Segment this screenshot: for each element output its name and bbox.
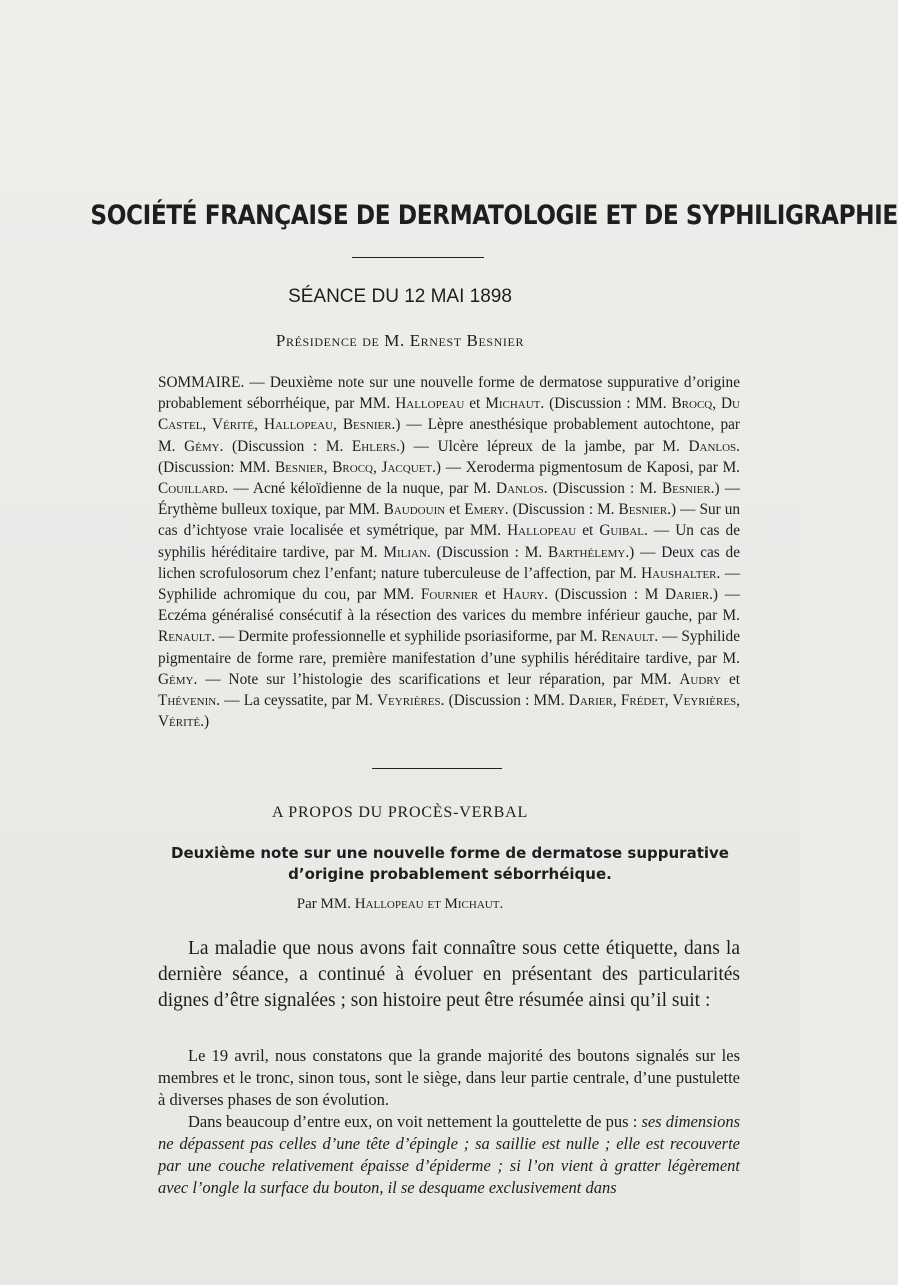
sommaire-author-name: Audry	[679, 670, 721, 688]
body-paragraph-3-roman: Dans beaucoup d’entre eux, on voit nettement la gouttelette de pus :	[188, 1112, 642, 1131]
sommaire-author-name: Gémy	[184, 437, 220, 455]
sommaire-text-segment: .) — Deux cas de lichen scrofulosorum chez l’enfant; nature tuberculeuse de l’affection, par M.	[158, 543, 740, 582]
sommaire-author-name: Renault	[158, 628, 212, 646]
sommaire-text-segment: et	[464, 395, 486, 413]
sommaire-text-segment: .) — Érythème bulleux toxique, par MM.	[158, 480, 740, 519]
sommaire-text-segment: . (Discussion: MM.	[158, 437, 740, 476]
sommaire-text-segment: . — Un cas de syphilis héréditaire tardive, par M.	[158, 522, 740, 561]
presidence-line	[0, 331, 800, 351]
sommaire-author-name: Veyrières	[376, 692, 441, 710]
presidence-prefix: Présidence de M.	[275, 331, 410, 350]
authors-names: Hallopeau et Michaut	[354, 896, 500, 912]
section-heading: A PROPOS DU PROCÈS-VERBAL	[271, 804, 529, 821]
body-paragraph-3-italic: ses dimensions ne dépassent pas celles d’une tête d’épingle ; sa saillie est nulle ; elle est recouverte par une couche relativement épaisse d’épiderme ; si l’on vient à gratter légèrement avec l’ongle la surface du bouton, il se desquame exclusivement dans	[158, 1112, 741, 1197]
sommaire-author-name: Michaut	[485, 395, 541, 413]
sommaire-author-name: Renault	[601, 628, 655, 646]
president-name: Ernest Besnier	[409, 331, 525, 350]
sommaire-text-segment: .) — Lèpre anesthésique probablement autochtone, par M.	[158, 416, 740, 455]
sommaire-text-segment: . (Discussion : MM.	[540, 395, 672, 413]
seance-date: SÉANCE DU 12 MAI 1898	[288, 286, 512, 307]
body-paragraph-1-text: La maladie que nous avons fait connaître sous cette étiquette, dans la dernière séance, a continué à évoluer en présentant des particularités dignes d’être signalées ; son histoire peut être résumée ainsi qu’il suit :	[158, 938, 740, 1011]
sommaire-author-name: Couillard	[158, 480, 225, 498]
sommaire-text-segment: .) — Sur un cas d’ichtyose vraie localisée et symétrique, par MM.	[158, 501, 740, 540]
sommaire-text-segment: . (Discussion : MM.	[440, 692, 569, 710]
sommaire-text-segment: . — Dermite professionnelle et syphilide psoriasiforme, par M.	[211, 628, 602, 646]
sommaire-text	[158, 374, 740, 730]
sommaire-author-name: Emery	[464, 501, 505, 519]
article-authors	[0, 896, 800, 913]
sommaire-text-segment: . (Discussion : M	[544, 586, 666, 604]
sommaire-author-name: Brocq, Du Castel, Vérité, Hallopeau, Besnier	[158, 395, 740, 434]
sommaire-text-segment: . — Note sur l’histologie des scarifications et leur réparation, par MM.	[193, 670, 680, 688]
sommaire-author-name: Baudouin	[383, 501, 446, 519]
section-rule	[372, 768, 502, 769]
sommaire-text-segment: . (Discussion : M.	[426, 543, 548, 561]
sommaire-author-name: Guibal	[599, 522, 645, 540]
sommaire-text-segment: .) — Ulcère lépreux de la jambe, par M.	[396, 437, 689, 455]
sommaire-author-name: Hallopeau	[395, 395, 465, 413]
sommaire-author-name: Ehlers	[351, 437, 397, 455]
body-paragraphs	[158, 1045, 740, 1199]
sommaire-author-name: Darier, Frédet, Veyrières, Vérité	[158, 692, 740, 731]
sommaire-author-name: Gémy	[158, 670, 194, 688]
sommaire-author-name: Hallopeau	[507, 522, 577, 540]
sommaire-author-name: Fournier	[420, 586, 479, 604]
title-rule	[352, 257, 484, 258]
sommaire-author-name: Barthélemy	[547, 543, 626, 561]
sommaire-text-segment: .) — Eczéma généralisé consécutif à la résection des varices du membre inférieur gauche, par M.	[158, 586, 740, 625]
sommaire-text-segment: et	[445, 501, 465, 519]
sommaire-author-name: Thévenin	[158, 692, 217, 710]
sommaire-author-name: Besnier, Brocq, Jacquet	[274, 458, 433, 476]
sommaire-text-segment: . — Syphilide achromique du cou, par MM.	[158, 564, 740, 604]
body-paragraph-1	[158, 936, 740, 1014]
authors-suffix: .	[499, 896, 504, 912]
sommaire-text-segment: et	[478, 586, 503, 604]
sommaire-author-name: Haury	[502, 586, 545, 604]
sommaire-text-segment: et	[576, 522, 600, 540]
sommaire-text-segment: et	[720, 670, 740, 688]
sommaire-text-segment: . — La ceyssatite, par M.	[216, 692, 377, 710]
body-paragraph-3	[158, 1111, 740, 1199]
sommaire-author-name: Danlos	[496, 480, 544, 498]
sommaire-label: SOMMAIRE.	[158, 374, 245, 391]
sommaire-text-segment: .)	[200, 713, 210, 731]
society-title: SOCIÉTÉ FRANÇAISE DE DERMATOLOGIE ET DE SYPHILIGRAPHIE	[90, 200, 898, 231]
sommaire-author-name: Milian	[383, 543, 427, 561]
sommaire-text-segment: . — Syphilide pigmentaire de forme rare, première manifestation d’une syphilis héréditaire tardive, par M.	[158, 628, 740, 667]
sommaire-author-name: Darier	[665, 586, 710, 604]
sommaire-text-segment: . (Discussion : M.	[504, 501, 619, 519]
sommaire-author-name: Danlos	[688, 437, 737, 455]
sommaire-author-name: Besnier	[661, 480, 711, 498]
sommaire-author-name: Besnier	[618, 501, 668, 519]
sommaire-text-segment: .) — Xeroderma pigmentosum de Kaposi, par M.	[432, 458, 740, 476]
body-paragraph-2	[158, 1045, 740, 1111]
sommaire-author-name: Haushalter	[641, 564, 717, 582]
sommaire-text-segment: — Deuxième note sur une nouvelle forme de dermatose suppurative d’origine probablement séborrhéique, par MM.	[158, 374, 740, 413]
sommaire-text-segment: . (Discussion : M.	[543, 480, 662, 498]
sommaire-text-segment: . (Discussion : M.	[219, 437, 352, 455]
body-paragraph-2-text: Le 19 avril, nous constatons que la grande majorité des boutons signalés sur les membres et le tronc, sinon tous, sont le siège, dans leur partie centrale, d’une pustulette à diverses phases de son évolution.	[158, 1046, 740, 1109]
sommaire-text-segment: . — Acné kéloïdienne de la nuque, par M.	[224, 480, 497, 498]
article-title: Deuxième note sur une nouvelle forme de dermatose suppurative d’origine probablement séborrhéique.	[171, 844, 729, 883]
sommaire-paragraph	[158, 372, 740, 732]
authors-prefix: Par MM.	[296, 896, 355, 912]
